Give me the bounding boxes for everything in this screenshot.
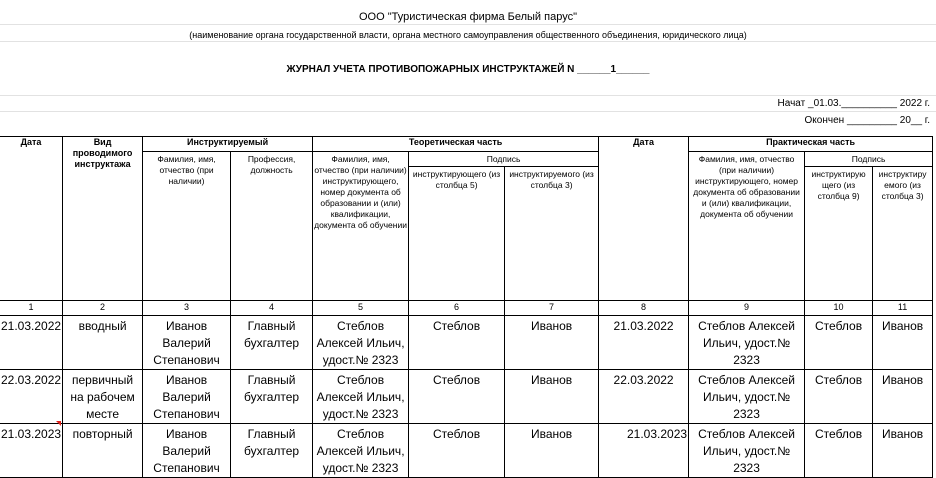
cell-instructed-position[interactable]: Главный бухгалтер bbox=[231, 370, 313, 424]
header-instructed-name[interactable]: Фамилия, имя, отчество (при наличии) bbox=[143, 152, 231, 301]
header-practice-date[interactable]: Дата bbox=[599, 137, 689, 301]
column-numbers-row bbox=[0, 301, 933, 316]
header-row bbox=[0, 137, 933, 152]
column-number[interactable]: 11 bbox=[873, 301, 933, 316]
header-practice-instructor[interactable]: Фамилия, имя, отчество (при наличии) инструктирующего, номер документа об образовании и (или) квалификации, документа об обучении bbox=[689, 152, 805, 301]
column-number[interactable]: 9 bbox=[689, 301, 805, 316]
gridline bbox=[0, 95, 936, 96]
header-instructed-position[interactable]: Профессия, должность bbox=[231, 152, 313, 301]
cell-practice-sig-instructed[interactable]: Иванов bbox=[873, 424, 933, 478]
cell-practice-sig-instructor[interactable]: Стеблов bbox=[805, 316, 873, 370]
cell-briefing-type[interactable]: вводный bbox=[63, 316, 143, 370]
cell-theory-sig-instructed[interactable]: Иванов bbox=[505, 424, 599, 478]
cell-instructed-name[interactable]: Иванов Валерий Степанович bbox=[143, 316, 231, 370]
header-date[interactable]: Дата bbox=[0, 137, 63, 301]
cell-practice-sig-instructed[interactable]: Иванов bbox=[873, 370, 933, 424]
cell-theory-sig-instructed[interactable]: Иванов bbox=[505, 370, 599, 424]
header-briefing-type[interactable]: Вид проводимого инструктажа bbox=[63, 137, 143, 301]
header-theory[interactable]: Теоретическая часть bbox=[313, 137, 599, 152]
cell-practice-instructor[interactable]: Стеблов Алексей Ильич, удост.№ 2323 bbox=[689, 370, 805, 424]
cell-theory-instructor[interactable]: Стеблов Алексей Ильич, удост.№ 2323 bbox=[313, 424, 409, 478]
header-theory-instructor[interactable]: Фамилия, имя, отчество (при наличии) инструктирующего, номер документа об образовании и (или) квалификации, документа об обучении bbox=[313, 152, 409, 301]
header-theory-sig-instructor[interactable]: инструктирующего (из столбца 5) bbox=[409, 167, 505, 301]
column-number[interactable]: 10 bbox=[805, 301, 873, 316]
cell-date[interactable]: 21.03.2023 bbox=[0, 424, 63, 478]
cell-theory-instructor[interactable]: Стеблов Алексей Ильич, удост.№ 2323 bbox=[313, 316, 409, 370]
cell-practice-date[interactable]: 21.03.2023 bbox=[599, 424, 689, 478]
organization-caption[interactable]: (наименование органа государственной власти, органа местного самоуправления общественного объединения, юридического лица) bbox=[189, 30, 747, 40]
cell-date[interactable]: 22.03.2022 bbox=[0, 370, 63, 424]
cell-practice-date[interactable]: 21.03.2022 bbox=[599, 316, 689, 370]
briefing-journal-table bbox=[0, 136, 933, 478]
journal-title[interactable]: ЖУРНАЛ УЧЕТА ПРОТИВОПОЖАРНЫХ ИНСТРУКТАЖЕЙ N ______1______ bbox=[286, 64, 650, 75]
column-number[interactable]: 7 bbox=[505, 301, 599, 316]
column-number[interactable]: 5 bbox=[313, 301, 409, 316]
header-theory-sig-instructed[interactable]: инструктируемого (из столбца 3) bbox=[505, 167, 599, 301]
journal-end-date[interactable]: Окончен _________ 20__ г. bbox=[804, 115, 930, 126]
cell-practice-sig-instructor[interactable]: Стеблов bbox=[805, 424, 873, 478]
cell-theory-sig-instructor[interactable]: Стеблов bbox=[409, 370, 505, 424]
cell-theory-sig-instructed[interactable]: Иванов bbox=[505, 316, 599, 370]
column-number[interactable]: 8 bbox=[599, 301, 689, 316]
cell-briefing-type[interactable]: повторный bbox=[63, 424, 143, 478]
cell-instructed-position[interactable]: Главный бухгалтер bbox=[231, 424, 313, 478]
cell-practice-date[interactable]: 22.03.2022 bbox=[599, 370, 689, 424]
header-practice-sig-instructor[interactable]: инструктирую щего (из столбца 9) bbox=[805, 167, 873, 301]
column-number[interactable]: 4 bbox=[231, 301, 313, 316]
table-row bbox=[0, 316, 933, 370]
cell-theory-instructor[interactable]: Стеблов Алексей Ильич, удост.№ 2323 bbox=[313, 370, 409, 424]
cell-practice-instructor[interactable]: Стеблов Алексей Ильич, удост.№ 2323 bbox=[689, 316, 805, 370]
table-row bbox=[0, 370, 933, 424]
cell-instructed-name[interactable]: Иванов Валерий Степанович bbox=[143, 370, 231, 424]
comment-marker-icon[interactable] bbox=[56, 421, 61, 426]
column-number[interactable]: 2 bbox=[63, 301, 143, 316]
header-theory-signature[interactable]: Подпись bbox=[409, 152, 599, 167]
gridline bbox=[0, 41, 936, 42]
cell-instructed-name[interactable]: Иванов Валерий Степанович bbox=[143, 424, 231, 478]
header-practice-signature[interactable]: Подпись bbox=[805, 152, 933, 167]
organization-name[interactable]: ООО "Туристическая фирма Белый парус" bbox=[359, 11, 577, 23]
cell-date[interactable]: 21.03.2022 bbox=[0, 316, 63, 370]
header-instructed[interactable]: Инструктируемый bbox=[143, 137, 313, 152]
gridline bbox=[0, 24, 936, 25]
cell-instructed-position[interactable]: Главный бухгалтер bbox=[231, 316, 313, 370]
column-number[interactable]: 6 bbox=[409, 301, 505, 316]
column-number[interactable]: 3 bbox=[143, 301, 231, 316]
header-practice[interactable]: Практическая часть bbox=[689, 137, 933, 152]
journal-start-date[interactable]: Начат _01.03.__________ 2022 г. bbox=[777, 98, 930, 109]
cell-briefing-type[interactable]: первичный на рабочем месте bbox=[63, 370, 143, 424]
cell-practice-sig-instructed[interactable]: Иванов bbox=[873, 316, 933, 370]
gridline bbox=[0, 111, 936, 112]
cell-theory-sig-instructor[interactable]: Стеблов bbox=[409, 316, 505, 370]
column-number[interactable]: 1 bbox=[0, 301, 63, 316]
table-row bbox=[0, 424, 933, 478]
cell-practice-instructor[interactable]: Стеблов Алексей Ильич, удост.№ 2323 bbox=[689, 424, 805, 478]
header-practice-sig-instructed[interactable]: инструктиру емого (из столбца 3) bbox=[873, 167, 933, 301]
cell-practice-sig-instructor[interactable]: Стеблов bbox=[805, 370, 873, 424]
cell-theory-sig-instructor[interactable]: Стеблов bbox=[409, 424, 505, 478]
